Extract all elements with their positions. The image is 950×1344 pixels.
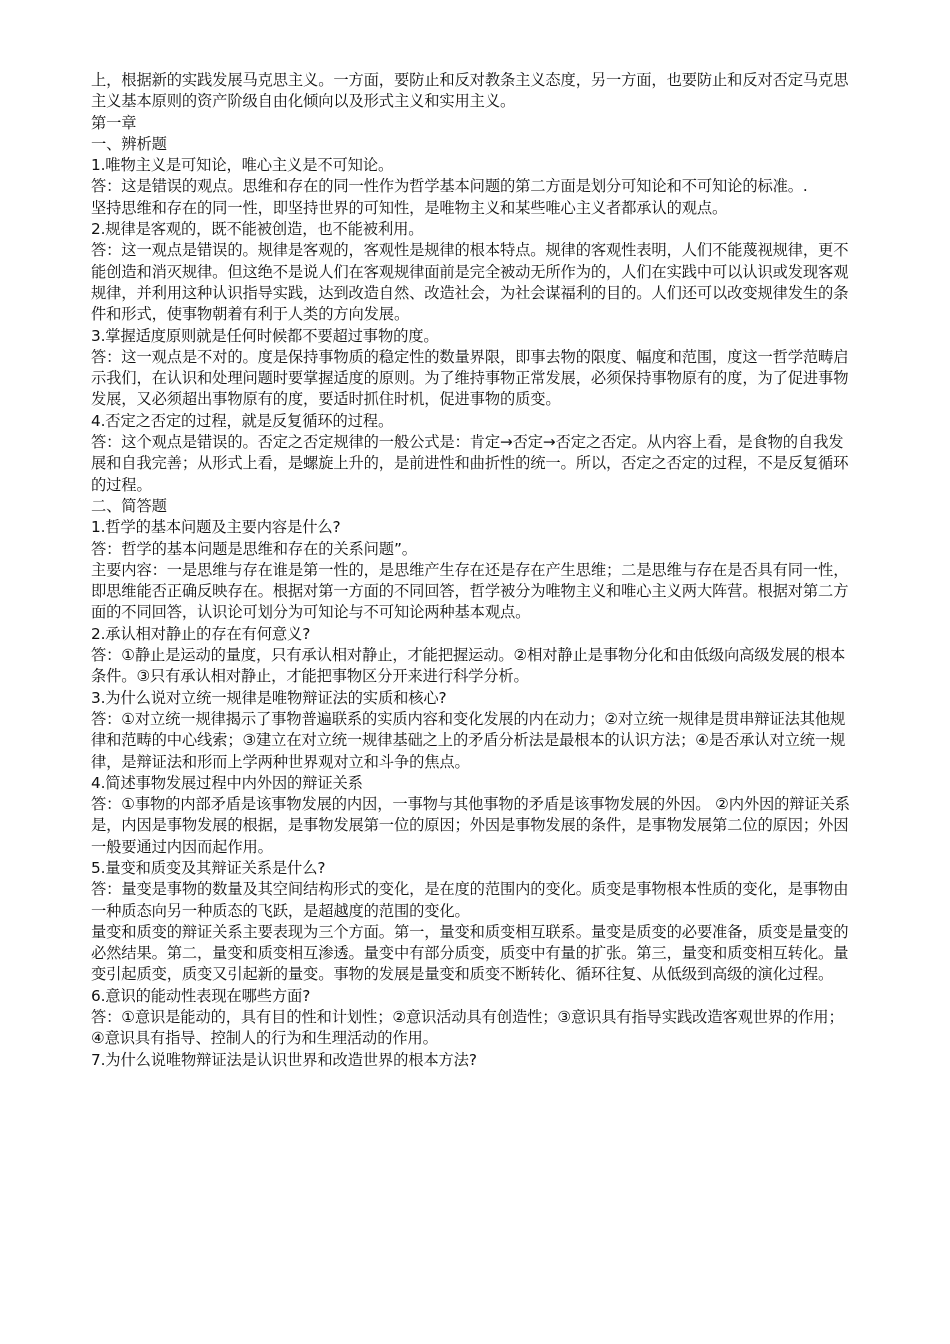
- question-3: 3.掌握适度原则就是任何时候都不要超过事物的度。: [91, 326, 439, 345]
- short-answer-3: 答：①对立统一规律揭示了事物普遍联系的实质内容和变化发展的内在动力；②对立统一规律是贯串辩证法其他规律和范畴的中心线索；③建立在对立统一规律基础之上的矛盾分析法是最根本的认识方法；④是否承认对立统一规律，是辩证法和形而上学两种世界观对立和斗争的焦点。: [91, 709, 846, 771]
- answer-2: 答：这一观点是错误的。规律是客观的，客观性是规律的根本特点。规律的客观性表明，人们不能蔑视规律，更不能创造和消灭规律。但这绝不是说人们在客观规律面前是完全被动无所作为的，人们在实践中可以认识或发现客观规律，并利用这种认识指导实践，达到改造自然、改造社会，为社会谋福利的目的。人们还可以改变规律发生的条件和形式，使事物朝着有利于人类的方向发展。: [91, 241, 849, 324]
- short-answer-6: 答：①意识是能动的，具有目的性和计划性；②意识活动具有创造性；③意识具有指导实践改造客观世界的作用；④意识具有指导、控制人的行为和生理活动的作用。: [91, 1008, 844, 1048]
- question-2: 2.规律是客观的，既不能被创造，也不能被利用。: [91, 220, 424, 239]
- short-answer-5-continued: 量变和质变的辩证关系主要表现为三个方面。第一，量变和质变相互联系。量变是质变的必要准备，质变是量变的必然结果。第二，量变和质变相互渗透。量变中有部分质变，质变中有量的扩张。第三，量变和质变相互转化。量变引起质变，质变又引起新的量变。事物的发展是量变和质变不断转化、循环往复、从低级到高级的演化过程。: [91, 922, 849, 984]
- answer-1: 答：这是错误的观点。思维和存在的同一性作为哲学基本问题的第二方面是划分可知论和不可知论的标准。.: [91, 177, 808, 196]
- short-question-5: 5.量变和质变及其辩证关系是什么?: [91, 858, 326, 877]
- short-question-1: 1.哲学的基本问题及主要内容是什么?: [91, 518, 341, 537]
- question-1: 1.唯物主义是可知论，唯心主义是不可知论。: [91, 156, 394, 175]
- answer-1-continued: 坚持思维和存在的同一性，即坚持世界的可知性，是唯物主义和某些唯心主义者都承认的观点。: [91, 198, 728, 217]
- short-question-6: 6.意识的能动性表现在哪些方面?: [91, 986, 311, 1005]
- document-body: [91, 70, 853, 1071]
- paragraph-continuation: 上，根据新的实践发展马克思主义。一方面，要防止和反对教条主义态度，另一方面，也要防止和反对否定马克思主义基本原则的资产阶级自由化倾向以及形式主义和实用主义。: [91, 71, 849, 111]
- short-answer-4: 答：①事物的内部矛盾是该事物发展的内因，一事物与其他事物的矛盾是该事物发展的外因。 ②内外因的辩证关系是，内因是事物发展的根据，是事物发展第一位的原因；外因是事物发展的条件，是事物发展第二位的原因；外因一般要通过内因而起作用。: [91, 795, 850, 856]
- short-question-3: 3.为什么说对立统一规律是唯物辩证法的实质和核心?: [91, 688, 447, 707]
- section-heading-short-answer: 二、简答题: [91, 496, 167, 515]
- short-answer-5: 答：量变是事物的数量及其空间结构形式的变化，是在度的范围内的变化。质变是事物根本性质的变化，是事物由一种质态向另一种质态的飞跃，是超越度的范围的变化。: [91, 880, 849, 920]
- short-answer-1-content: 主要内容：一是思维与存在谁是第一性的，是思维产生存在还是存在产生思维；二是思维与存在是否具有同一性，即思维能否正确反映存在。根据对第一方面的不同回答，哲学被分为唯物主义和唯心主义两大阵营。根据对第二方面的不同回答，认识论可划分为可知论与不可知论两种基本观点。: [91, 560, 849, 622]
- short-answer-2: 答：①静止是运动的量度，只有承认相对静止，才能把握运动。②相对静止是事物分化和由低级向高级发展的根本条件。③只有承认相对静止，才能把事物区分开来进行科学分析。: [91, 646, 846, 686]
- question-4: 4.否定之否定的过程，就是反复循环的过程。: [91, 411, 394, 430]
- short-question-7: 7.为什么说唯物辩证法是认识世界和改造世界的根本方法?: [91, 1050, 477, 1069]
- short-question-2: 2.承认相对静止的存在有何意义?: [91, 624, 311, 643]
- section-heading-analysis: 一、辨析题: [91, 134, 167, 153]
- answer-4: 答：这个观点是错误的。否定之否定规律的一般公式是：肯定→否定→否定之否定。从内容上看，是食物的自我发展和自我完善；从形式上看，是螺旋上升的，是前进性和曲折性的统一。所以，否定之否定的过程，不是反复循环的过程。: [91, 433, 849, 494]
- short-question-4: 4.简述事物发展过程中内外因的辩证关系: [91, 773, 363, 792]
- short-answer-1: 答：哲学的基本问题是思维和存在的关系问题”。: [91, 539, 417, 558]
- chapter-heading: 第一章: [91, 113, 137, 132]
- answer-3: 答：这一观点是不对的。度是保持事物质的稳定性的数量界限，即事去物的限度、幅度和范围，度这一哲学范畴启示我们，在认识和处理问题时要掌握适度的原则。为了维持事物正常发展，必须保持事物原有的度，为了促进事物发展，又必须超出事物原有的度，要适时抓住时机，促进事物的质变。: [91, 347, 849, 409]
